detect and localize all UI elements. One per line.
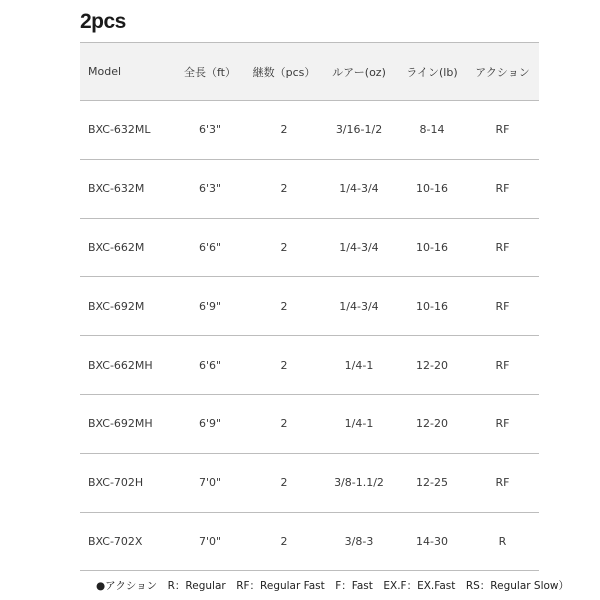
cell-model: BXC-632M bbox=[80, 159, 172, 218]
cell-pieces: 2 bbox=[248, 218, 320, 277]
cell-lure: 3/8-3 bbox=[320, 512, 398, 571]
table-row bbox=[80, 218, 539, 277]
cell-lure: 1/4-1 bbox=[320, 336, 398, 395]
cell-lure: 3/16-1/2 bbox=[320, 101, 398, 160]
cell-line: 10-16 bbox=[398, 218, 466, 277]
cell-model: BXC-702H bbox=[80, 453, 172, 512]
cell-length: 7'0" bbox=[172, 512, 248, 571]
cell-action: RF bbox=[466, 336, 539, 395]
column-header-lure: ルアー(oz) bbox=[320, 43, 398, 101]
cell-pieces: 2 bbox=[248, 453, 320, 512]
cell-action: R bbox=[466, 512, 539, 571]
cell-lure: 1/4-3/4 bbox=[320, 218, 398, 277]
cell-model: BXC-632ML bbox=[80, 101, 172, 160]
cell-action: RF bbox=[466, 453, 539, 512]
table-row bbox=[80, 336, 539, 395]
cell-lure: 1/4-1 bbox=[320, 394, 398, 453]
table-header-row bbox=[80, 43, 539, 101]
cell-length: 6'9" bbox=[172, 394, 248, 453]
cell-model: BXC-692M bbox=[80, 277, 172, 336]
column-header-action: アクション bbox=[466, 43, 539, 101]
cell-model: BXC-662M bbox=[80, 218, 172, 277]
column-header-line: ライン(lb) bbox=[398, 43, 466, 101]
cell-action: RF bbox=[466, 101, 539, 160]
cell-pieces: 2 bbox=[248, 101, 320, 160]
cell-lure: 1/4-3/4 bbox=[320, 159, 398, 218]
cell-pieces: 2 bbox=[248, 277, 320, 336]
cell-model: BXC-662MH bbox=[80, 336, 172, 395]
cell-line: 14-30 bbox=[398, 512, 466, 571]
action-legend-footnote: ●アクション R：Regular RF：Regular Fast F：Fast EX.F：EX.Fast RS：Regular Slow） bbox=[96, 580, 570, 592]
cell-line: 8-14 bbox=[398, 101, 466, 160]
table-row bbox=[80, 394, 539, 453]
spec-table bbox=[80, 42, 539, 571]
cell-length: 6'3" bbox=[172, 101, 248, 160]
cell-line: 10-16 bbox=[398, 277, 466, 336]
cell-length: 6'6" bbox=[172, 218, 248, 277]
cell-length: 7'0" bbox=[172, 453, 248, 512]
cell-model: BXC-692MH bbox=[80, 394, 172, 453]
cell-action: RF bbox=[466, 394, 539, 453]
cell-line: 12-25 bbox=[398, 453, 466, 512]
cell-lure: 1/4-3/4 bbox=[320, 277, 398, 336]
cell-model: BXC-702X bbox=[80, 512, 172, 571]
table-row bbox=[80, 101, 539, 160]
cell-length: 6'3" bbox=[172, 159, 248, 218]
column-header-model: Model bbox=[80, 43, 172, 101]
column-header-pieces: 継数（pcs） bbox=[248, 43, 320, 101]
table-row bbox=[80, 277, 539, 336]
table-row bbox=[80, 453, 539, 512]
table-row bbox=[80, 159, 539, 218]
column-header-length: 全長（ft） bbox=[172, 43, 248, 101]
cell-line: 12-20 bbox=[398, 394, 466, 453]
section-heading: 2pcs bbox=[80, 10, 126, 33]
cell-line: 12-20 bbox=[398, 336, 466, 395]
cell-action: RF bbox=[466, 159, 539, 218]
cell-pieces: 2 bbox=[248, 159, 320, 218]
cell-lure: 3/8-1.1/2 bbox=[320, 453, 398, 512]
table-row bbox=[80, 512, 539, 571]
cell-pieces: 2 bbox=[248, 512, 320, 571]
cell-pieces: 2 bbox=[248, 336, 320, 395]
cell-action: RF bbox=[466, 277, 539, 336]
cell-action: RF bbox=[466, 218, 539, 277]
cell-line: 10-16 bbox=[398, 159, 466, 218]
cell-length: 6'9" bbox=[172, 277, 248, 336]
cell-pieces: 2 bbox=[248, 394, 320, 453]
cell-length: 6'6" bbox=[172, 336, 248, 395]
